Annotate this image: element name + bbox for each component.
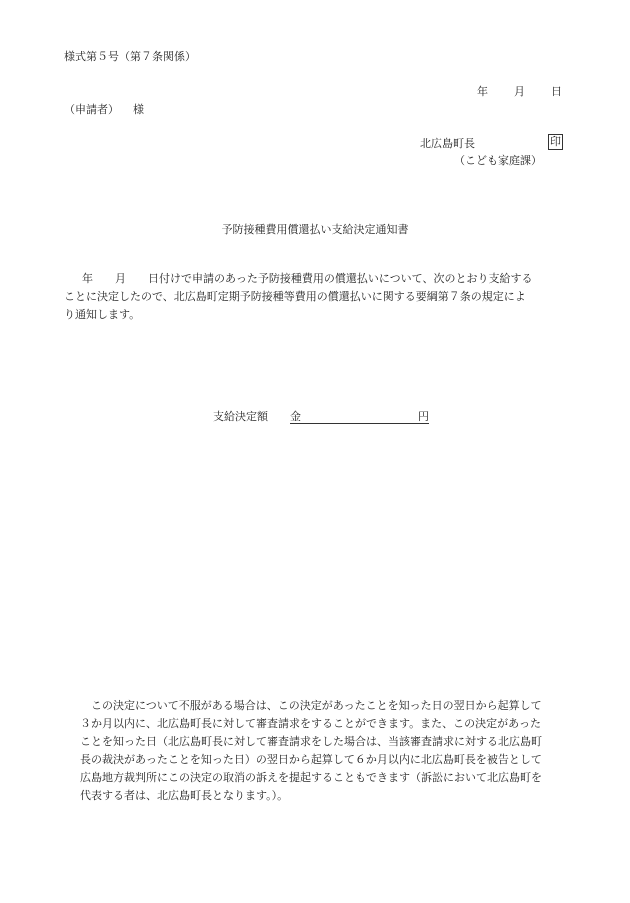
date-line [477, 83, 562, 99]
date-year-label: 年 [477, 85, 488, 98]
issuer-row [420, 135, 561, 151]
body-line-3: り通知します。 [64, 308, 141, 321]
body-line-2: ことに決定したので、北広島町定期予防接種等費用の償還払いに関する要綱第７条の規定によ [64, 290, 526, 303]
notice-line: 代表する者は、北広島町長となります。）。 [80, 789, 289, 802]
date-month-label: 月 [514, 85, 525, 98]
document-title: 予防接種費用償還払い支給決定通知書 [221, 223, 409, 236]
body-paragraph [64, 270, 570, 324]
body-line-1-text: 日付けで申請のあった予防接種費用の償還払いについて、次のとおり支給する [148, 272, 533, 285]
body-year-label: 年 [82, 272, 93, 285]
notice-line: 広島地方裁判所にこの決定の取消の訴えを提起することもできます（訴訟において北広島町を [80, 771, 542, 784]
form-number: 様式第５号（第７条関係） [64, 50, 196, 63]
notice-line: この決定について不服がある場合は、この決定があったことを知った日の翌日から起算して [91, 699, 542, 712]
notice-line: 長の裁決があったことを知った日）の翌日から起算して６か月以内に北広島町長を被告として [80, 753, 542, 766]
body-line-1 [64, 270, 570, 288]
amount-field [290, 408, 429, 424]
applicant-line [64, 101, 144, 117]
notice-line: ことを知った日（北広島町長に対して審査請求をした場合は、当該審査請求に対する北広島町 [80, 735, 542, 748]
applicant-label: （申請者） [64, 103, 119, 116]
amount-row [213, 408, 429, 424]
applicant-honorific: 様 [133, 103, 144, 116]
issuer-name: 北広島町長 [420, 137, 475, 150]
amount-label: 支給決定額 [213, 410, 268, 423]
issuer-department: （こども家庭課） [454, 154, 542, 167]
amount-prefix: 金 [290, 410, 301, 423]
body-month-label: 月 [115, 272, 126, 285]
amount-suffix: 円 [418, 410, 429, 423]
notice-line: ３か月以内に、北広島町長に対して審査請求をすることができます。また、この決定があった [80, 717, 542, 730]
date-day-label: 日 [551, 85, 562, 98]
seal-mark: 印 [550, 135, 561, 148]
appeal-notice [80, 697, 560, 805]
